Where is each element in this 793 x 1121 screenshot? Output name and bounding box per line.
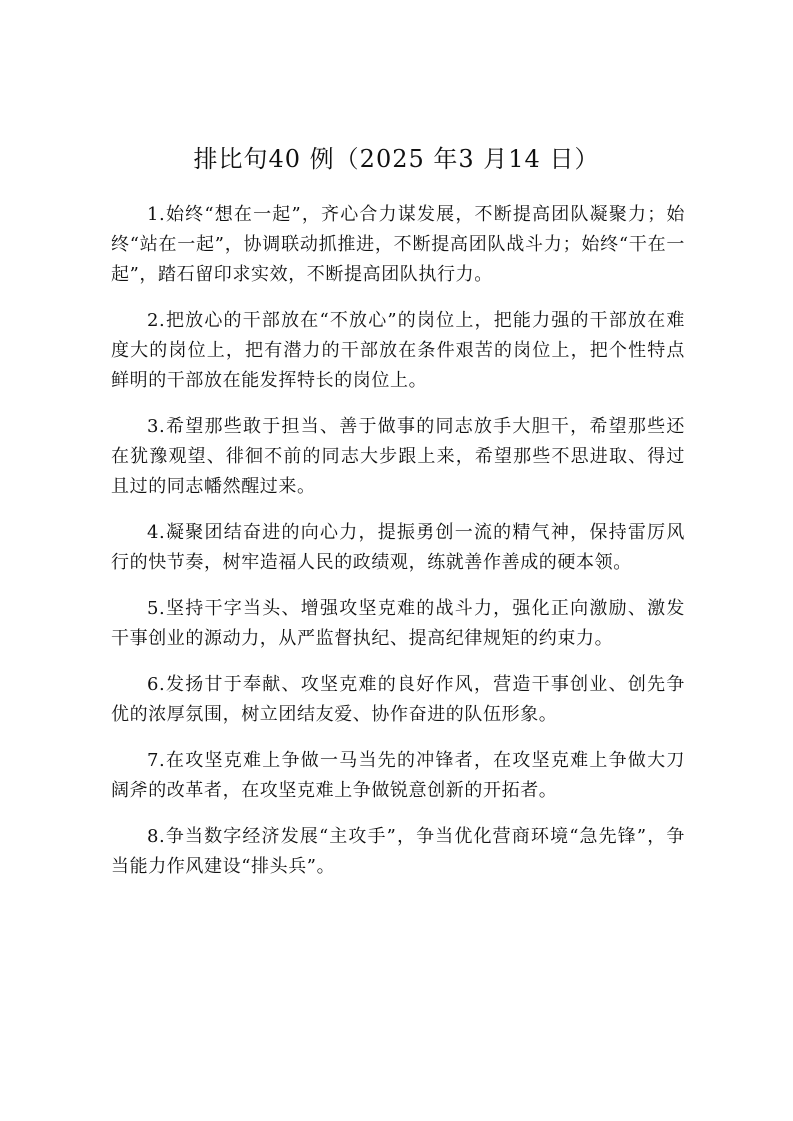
paragraph-2: 2.把放心的干部放在“不放心”的岗位上，把能力强的干部放在难度大的岗位上，把有潜力的干部放在条件艰苦的岗位上，把个性特点鲜明的干部放在能发挥特长的岗位上。 (111, 310, 685, 391)
paragraph-6: 6.发扬甘于奉献、攻坚克难的良好作风，营造干事创业、创先争优的浓厚氛围，树立团结友爱、协作奋进的队伍形象。 (111, 674, 685, 725)
paragraph-1: 1.始终“想在一起”，齐心合力谋发展，不断提高团队凝聚力；始终“站在一起”，协调联动抓推进，不断提高团队战斗力；始终“干在一起”，踏石留印求实效，不断提高团队执行力。 (111, 204, 685, 285)
paragraph-5: 5.坚持干字当头、增强攻坚克难的战斗力，强化正向激励、激发干事创业的源动力，从严监督执纪、提高纪律规矩的约束力。 (111, 598, 685, 649)
paragraph-3: 3.希望那些敢于担当、善于做事的同志放手大胆干，希望那些还在犹豫观望、徘徊不前的同志大步跟上来，希望那些不思进取、得过且过的同志幡然醒过来。 (111, 416, 685, 497)
document-body (111, 200, 685, 898)
paragraph-4: 4.凝聚团结奋进的向心力，提振勇创一流的精气神，保持雷厉风行的快节奏，树牢造福人民的政绩观，练就善作善成的硬本领。 (111, 522, 685, 573)
paragraph-7: 7.在攻坚克难上争做一马当先的冲锋者，在攻坚克难上争做大刀阔斧的改革者，在攻坚克难上争做锐意创新的开拓者。 (111, 750, 685, 801)
document-title: 排比句40 例（2025 年3 月14 日） (193, 145, 600, 173)
paragraph-8: 8.争当数字经济发展“主攻手”，争当优化营商环境“急先锋”，争当能力作风建设“排头兵”。 (111, 826, 685, 877)
